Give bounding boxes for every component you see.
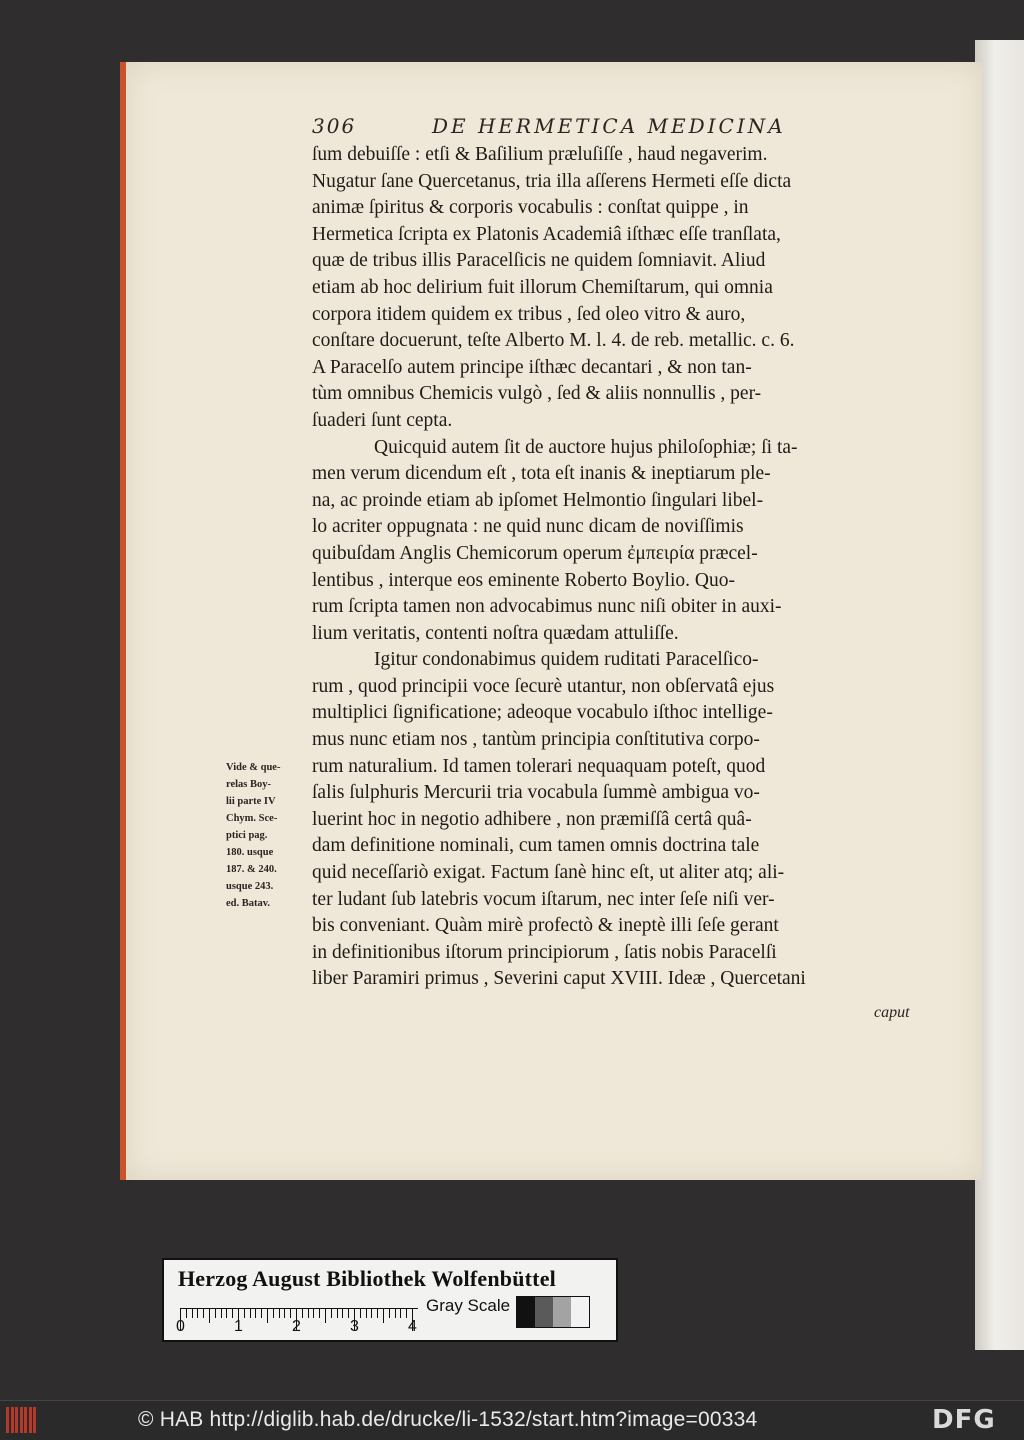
logo-bar [24, 1407, 27, 1433]
text-line: quid neceſſariò exigat. Factum ſanè hinc eſt, ut aliter atq; ali- [312, 862, 785, 884]
text-line: A Paracelſo autem principe iſthæc decantari , & non tan- [312, 356, 752, 378]
text-line: Hermetica ſcripta ex Platonis Academiâ iſthæc eſſe tranſlata, [312, 223, 781, 245]
dfg-logo: DFG [932, 1405, 996, 1435]
text-line: rum naturalium. Id tamen tolerari nequaquam poteſt, quod [312, 755, 766, 777]
color-reference-card [162, 1258, 618, 1342]
text-line: bis conveniant. Quàm mirè profectò & ineptè illi ſeſe gerant [312, 915, 779, 937]
gray-swatch [517, 1297, 535, 1327]
text-line: dam definitione nominali, cum tamen omnis doctrina tale [312, 835, 760, 857]
adjacent-page-edge [975, 40, 1024, 1350]
ruler-tick [273, 1309, 274, 1318]
text-line: Quicquid autem ſit de auctore hujus philoſophiæ; ſi ta- [374, 436, 798, 458]
ruler-tick [232, 1309, 233, 1318]
text-line: etiam ab hoc delirium fuit illorum Chemiſtarum, qui omnia [312, 276, 773, 298]
hab-logo-icon [6, 1407, 38, 1433]
ruler-tick [290, 1309, 291, 1318]
text-line: lentibus , interque eos eminente Roberto Boylio. Quo- [312, 569, 735, 591]
logo-bar [15, 1407, 18, 1433]
ruler-tick [366, 1309, 367, 1318]
ruler-tick [284, 1309, 285, 1318]
ruler-tick [209, 1309, 210, 1323]
margin-note [226, 759, 306, 912]
copyright-link[interactable]: © HAB http://diglib.hab.de/drucke/li-1532/start.htm?image=00334 [138, 1408, 758, 1431]
gray-scale-label: Gray Scale [426, 1296, 511, 1315]
ruler-tick [203, 1309, 204, 1318]
text-line: in definitionibus iſtorum principiorum , ſatis nobis Paracelſi [312, 941, 777, 963]
margin-note-line: ed. Batav. [226, 898, 271, 909]
ruler-tick [389, 1309, 390, 1318]
ruler-tick [313, 1309, 314, 1318]
ruler-tick [244, 1309, 245, 1318]
ruler-tick [371, 1309, 372, 1318]
ruler-label: 1 [234, 1318, 243, 1335]
text-line: animæ ſpiritus & corporis vocabulis : conſtat quippe , in [312, 197, 749, 219]
text-line: na, ac proinde etiam ab ipſomet Helmontio ſingulari libel- [312, 489, 764, 511]
ruler-tick [261, 1309, 262, 1318]
catchword: caput [874, 1004, 910, 1021]
text-line: multiplici ſignificatione; adeoque vocabulo iſthoc intellige- [312, 702, 773, 724]
book-page [120, 62, 982, 1180]
ruler-tick [337, 1309, 338, 1318]
ruler-label: 0 [176, 1318, 185, 1335]
text-line: conſtare docuerunt, teſte Alberto M. l. 4. de reb. metallic. c. 6. [312, 330, 795, 352]
ruler-tick [360, 1309, 361, 1318]
footer-bar [0, 1400, 1024, 1440]
ruler-label: 3 [350, 1318, 359, 1335]
text-line: rum ſcripta tamen non advocabimus nunc niſi obiter in auxi- [312, 596, 782, 618]
ruler-tick [302, 1309, 303, 1318]
page-header [312, 114, 832, 140]
margin-note-line: 187. & 240. [226, 864, 277, 875]
text-line: liber Paramiri primus , Severini caput XVIII. Ideæ , Quercetani [312, 968, 806, 990]
text-line: lium veritatis, contenti noſtra quædam attuliſſe. [312, 622, 679, 644]
margin-note-line: ptici pag. [226, 830, 268, 841]
logo-bar [29, 1407, 32, 1433]
text-line: Igitur condonabimus quidem ruditati Paracelſico- [374, 649, 759, 671]
margin-note-line: relas Boy- [226, 779, 272, 790]
ruler-tick [197, 1309, 198, 1318]
text-line: luerint hoc in negotio adhibere , non præmiſſâ certâ quâ- [312, 808, 752, 830]
text-line: lo acriter oppugnata : ne quid nunc dicam de noviſſimis [312, 516, 744, 538]
margin-note-line: usque 243. [226, 881, 274, 892]
text-line: Nugatur ſane Quercetanus, tria illa aſſerens Hermeti eſſe dicta [312, 170, 792, 192]
ruler-tick [226, 1309, 227, 1318]
gray-scale-swatches [516, 1296, 590, 1328]
gray-swatch [571, 1297, 589, 1327]
text-line: corpora itidem quidem ex tribus , ſed oleo vitro & auro, [312, 303, 746, 325]
text-line: quibuſdam Anglis Chemicorum operum ἐμπειρία præcel- [312, 542, 758, 564]
ruler-tick [377, 1309, 378, 1318]
logo-bar [33, 1407, 36, 1433]
text-line: rum , quod principii voce ſecurè utantur, non obſervatâ ejus [312, 675, 775, 697]
text-line: ſuaderi ſunt cepta. [312, 409, 453, 431]
ruler-tick [250, 1309, 251, 1318]
ruler-tick [221, 1309, 222, 1318]
text-line: ſalis ſulphuris Mercurii tria vocabula ſummè ambigua vo- [312, 782, 760, 804]
text-line: ter ludant ſub latebris vocum iſtarum, nec inter ſeſe niſi ver- [312, 888, 775, 910]
text-line: men verum dicendum eſt , tota eſt inanis & ineptiarum ple- [312, 463, 771, 485]
ruler-tick [186, 1309, 187, 1318]
logo-bar [20, 1407, 23, 1433]
gray-swatch [553, 1297, 571, 1327]
gray-swatch [535, 1297, 553, 1327]
text-line: ſum debuiſſe : etſi & Baſilium præluſiſſe , haud negaverim. [312, 144, 768, 165]
ruler-tick [267, 1309, 268, 1323]
margin-note-line: 180. usque [226, 847, 274, 858]
logo-bar [11, 1407, 14, 1433]
ruler-tick [215, 1309, 216, 1318]
margin-note-line: Chym. Sce- [226, 813, 278, 824]
text-line: tùm omnibus Chemicis vulgò , ſed & aliis nonnullis , per- [312, 383, 762, 405]
ruler-label: 2 [292, 1318, 301, 1335]
ruler-tick [255, 1309, 256, 1318]
ruler-label: 4 [408, 1318, 417, 1335]
ruler-tick [406, 1309, 407, 1318]
ruler-tick [383, 1309, 384, 1323]
logo-bar [6, 1407, 9, 1433]
text-line: mus nunc etiam nos , tantùm principia conſtitutiva corpo- [312, 729, 760, 751]
ruler-tick [400, 1309, 401, 1318]
text-line: quæ de tribus illis Paracelſicis ne quidem ſomniavit. Aliud [312, 250, 766, 272]
margin-note-line: lii parte IV [226, 796, 276, 807]
ruler-tick [331, 1309, 332, 1318]
ruler-tick [325, 1309, 326, 1323]
ruler-tick [308, 1309, 309, 1318]
margin-note-line: Vide & que- [226, 762, 281, 773]
ruler-tick [395, 1309, 396, 1318]
running-title: DE HERMETICA MEDICINA [432, 114, 786, 138]
ruler-tick [348, 1309, 349, 1318]
ruler-tick [192, 1309, 193, 1318]
page-number: 306 [312, 114, 357, 138]
ruler-tick [342, 1309, 343, 1318]
main-text [312, 142, 938, 993]
ruler-tick [279, 1309, 280, 1318]
ruler-tick [319, 1309, 320, 1318]
library-name: Herzog August Bibliothek Wolfenbüttel [178, 1266, 556, 1291]
